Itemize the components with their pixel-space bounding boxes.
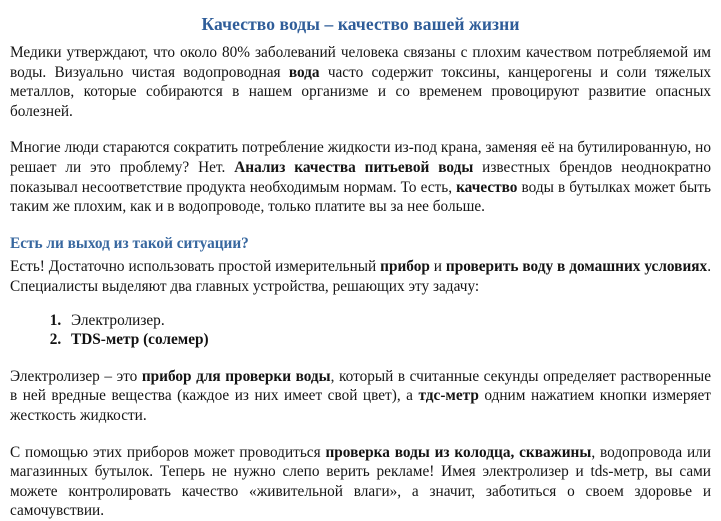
paragraph-3-text-part-2: и [429, 258, 446, 276]
paragraph-1-text-part-1: Медики утверждают, что около 80% заболеваний человека связаны с плохим качеством потребляемой им воды. Визуально чистая водопроводная [10, 44, 711, 81]
device-list-item-1-label: Электролизер. [71, 311, 165, 329]
paragraph-1-text-part-2: часто содержит токсины, канцерогены и соли тяжелых металлов, которые собираются в нашем организме и со временем провоцируют развитие опасных болезней. [10, 63, 711, 120]
paragraph-4-text-part-1: Электролизер – это [10, 367, 142, 385]
paragraph-5-bold-1: проверка воды из колодца, скважины [325, 443, 592, 461]
paragraph-3-text-part-1: Есть! Достаточно использовать простой измерительный [10, 258, 381, 276]
device-list-item-2-label: TDS-метр (солемер) [71, 331, 209, 349]
paragraph-5 [10, 443, 711, 521]
paragraph-5-text-part-2: , водопровода или магазинных бутылок. Теперь не нужно слепо верить рекламе! Имея электролизер и tds-метр, вы сами можете контролировать качество «живительной влаги», а значит, заботиться о своем здоровье и самочувствии. [10, 443, 711, 520]
page-title: Качество воды – качество вашей жизни [201, 14, 520, 34]
paragraph-5-text-part-1: С помощью этих приборов может проводиться [10, 443, 326, 461]
paragraph-3 [10, 257, 711, 296]
paragraph-2-text-part-1: Многие люди стараются сократить потребление жидкости из-под крана, заменяя её на бутилированную, но решает ли это проблему? Нет. [10, 139, 711, 176]
paragraph-2-text-part-3: воды в бутылках может быть таким же плохим, как и в водопроводе, только платите вы за нее больше. [10, 178, 711, 216]
list-item [65, 330, 711, 350]
paragraph-2-text-part-2: известных брендов неоднократно показывал несоответствие продукта необходимым нормам. То есть, [10, 158, 711, 196]
paragraph-4-bold-1: прибор для проверки воды [141, 367, 331, 385]
paragraph-4-text-part-3: одним нажатием кнопки измеряет жесткость жидкости. [10, 387, 711, 424]
paragraph-4-bold-2: тдс-метр [418, 387, 479, 405]
paragraph-1-bold-1: вода [288, 63, 320, 81]
device-list [10, 311, 711, 350]
section-subheading: Есть ли выход из такой ситуации? [10, 234, 249, 252]
paragraph-3-text-part-3: . Специалисты выделяют два главных устройства, решающих эту задачу: [10, 258, 712, 295]
paragraph-3-bold-1: прибор [380, 258, 430, 276]
paragraph-4 [10, 367, 711, 426]
paragraph-2-bold-1: Анализ качества питьевой воды [234, 158, 474, 176]
paragraph-2-bold-2: качество [456, 178, 518, 196]
paragraph-1 [10, 43, 711, 121]
paragraph-2 [10, 138, 711, 216]
paragraph-4-text-part-2: , который в считанные секунды определяет растворенные в ней вредные вещества (каждое из них имеет свой цвет), а [10, 367, 711, 405]
list-item [65, 311, 711, 331]
paragraph-3-bold-2: проверить воду в домашних условиях [445, 258, 708, 276]
